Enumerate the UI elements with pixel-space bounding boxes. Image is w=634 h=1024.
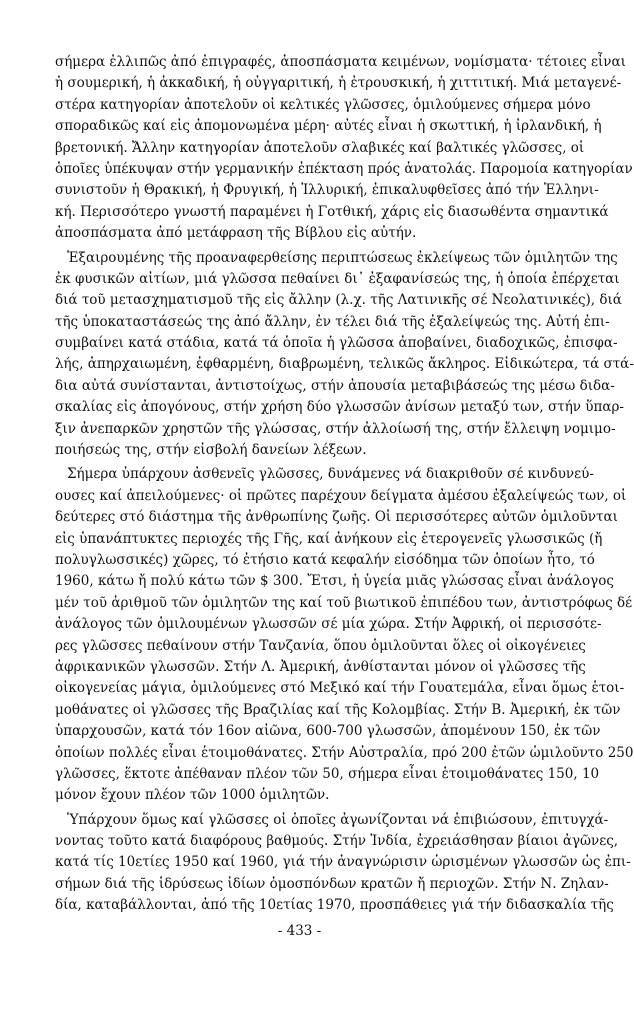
paragraph	[55, 52, 633, 245]
text-line: ὑπαρχουσῶν, κατά τόν 16ον αἰῶνα, 600-700 γλωσσῶν, ἀπομένουν 150, ἐκ τῶν	[55, 723, 601, 740]
text-line: σποραδικῶς καί εἰς ἀπομονωμένα μέρη· αὐτές εἶναι ἡ σκωττική, ἡ ἰρλανδική, ἡ	[55, 118, 602, 135]
text-line: οἰκογενείας μάγια, ὁμιλούμενες στό Μεξικό καί τήν Γουατεμάλα, εἶναι ὅμως ἑτοι-	[55, 680, 625, 697]
paragraph	[55, 810, 631, 917]
paragraph	[55, 248, 634, 462]
text-line: ουσες καί ἀπειλούμενες· οἱ πρῶτες παρέχουν δείγματα ἀμέσου ἐξαλείψεώς των, οἱ	[55, 487, 627, 504]
text-line: σκαλίας εἰς ἀπογόνους, στήν χρήση δύο γλωσσῶν ἀνίσων μεταξύ των, στήν ὕπαρ-	[55, 399, 624, 416]
text-line: δεύτερες στό διάστημα τῆς ἀνθρωπίνης ζωῆς. Οἱ περισσότερες αὐτῶν ὁμιλοῦνται	[55, 509, 618, 526]
text-line: συμβαίνει κατά στάδια, κατά τά ὁποῖα ἡ γλῶσσα ἀποβαίνει, διαδοχικῶς, ἐπισφα-	[55, 335, 618, 352]
text-line: βρετονική. Ἄλλην κατηγορίαν ἀποτελοῦν σλαβικές καί βαλτικές γλῶσσες, οἱ	[55, 139, 585, 156]
text-line: μέν τοῦ ἀριθμοῦ τῶν ὁμιλητῶν της καί τοῦ βιωτικοῦ ἐπιπέδου των, ἀντιστρόφως δέ	[55, 594, 633, 611]
text-line: δία, καταβάλλονται, ἀπό τῆς 10ετίας 1970, προσπάθειες γιά τήν διδασκαλία τῆς	[55, 897, 614, 914]
text-line: λής, ἀπηρχαιωμένη, ἐφθαρμένη, διαβρωμένη, τελικῶς ἄκληρος. Εἰδικώτερα, τά στά-	[55, 356, 634, 373]
text-line: ἀνάλογος τῶν ὁμιλουμένων γλωσσῶν σέ μία χώρα. Στήν Ἀφρική, οἱ περισσότε-	[55, 616, 602, 633]
text-line: στέρα κατηγορίαν ἀποτελοῦν οἱ κελτικές γλῶσσες, ὁμιλούμενες σήμερα μόνο	[55, 96, 591, 113]
text-line: σήμερα ἐλλιπῶς ἀπό ἐπιγραφές, ἀποσπάσματα κειμένων, νομίσματα· τέτοιες εἶναι	[55, 54, 626, 70]
text-line: ξιν ἀνεπαρκῶν χρηστῶν τῆς γλώσσας, στήν ἀλλοίωσή της, στήν ἔλλειψη νομιμο-	[55, 420, 616, 437]
text-line: Σήμερα ὑπάρχουν ἀσθενεῖς γλῶσσες, δυνάμενες νά διακριθοῦν σέ κινδυνεύ-	[67, 466, 594, 483]
text-line: δια αὐτά συνίστανται, ἀντιστοίχως, στήν ἀπουσία μεταβιβάσεώς της μέσω διδα-	[55, 377, 615, 394]
text-line: νοντας τοῦτο κατά διαφόρους βαθμούς. Στήν Ἰνδία, ἐχρειάσθησαν βίαιοι ἀγῶνες,	[55, 833, 619, 850]
text-line: σήμων διά τῆς ἱδρύσεως ἰδίων ὁμοσπόνδων κρατῶν ἤ περιοχῶν. Στήν Ν. Ζηλαν-	[55, 875, 609, 892]
text-line: διά τοῦ μετασχηματισμοῦ τῆς εἰς ἄλλην (λ.χ. τῆς Λατινικῆς σέ Νεολατινικές), διά	[55, 292, 622, 309]
text-line: κατά τίς 10ετίες 1950 καί 1960, γιά τήν ἀναγνώρισιν ὡρισμένων γλωσσῶν ὡς ἐπι-	[55, 854, 631, 871]
text-line: μόνον ἔχουν πλέον τῶν 1000 ὁμιλητῶν.	[55, 787, 330, 804]
text-line: κή. Περισσότερο γνωστή παραμένει ἡ Γοτθική, χάρις εἰς διασωθέντα σημαντικά	[55, 203, 609, 220]
page-number: - 433 -	[277, 923, 322, 939]
text-line: ἀφρικανικῶν γλωσσῶν. Στήν Λ. Ἀμερική, ἀνθίστανται μόνον οἱ γλῶσσες τῆς	[55, 658, 586, 675]
text-line: ρες γλῶσσες πεθαίνουν στήν Τανζανία, ὅπου ὁμιλοῦνται ὅλες οἱ οἰκογένειες	[55, 637, 586, 654]
text-line: ὁποῖες ὑπέκυψαν στήν γερμανικήν ἐπέκταση πρός ἀνατολάς. Παρομοία κατηγορίαν	[55, 160, 633, 177]
text-line: τῆς ὑποκαταστάσεώς της ἀπό ἄλλην, ἐν τέλει διά τῆς ἐξαλείψεώς της. Αὐτή ἐπι-	[55, 313, 610, 330]
text-line: ὁποίων πολλές εἶναι ἑτοιμοθάνατες. Στήν Αὐστραλία, πρό 200 ἐτῶν ὡμιλοῦντο 250	[55, 744, 634, 761]
book-page-text	[55, 52, 634, 917]
text-line: ἀποσπάσματα ἀπό μετάφραση τῆς Βίβλου εἰς αὐτήν.	[55, 225, 417, 242]
text-line: ἡ σουμερική, ἡ ἀκκαδική, ἡ οὐγγαριτική, ἡ ἐτρουσκική, ἡ χιττιτική. Μιά μεταγενέ-	[55, 75, 622, 92]
text-line: ἐκ φυσικῶν αἰτίων, μιά γλῶσσα πεθαίνει δι᾽ ἐξαφανίσεώς της, ἡ ὁποία ἐπέρχεται	[55, 270, 620, 287]
text-line: Ἐξαιρουμένης τῆς προαναφερθείσης περιπτώσεως ἐκλείψεως τῶν ὁμιλητῶν της	[67, 249, 618, 266]
text-line: 1960, κάτω ἤ πολύ κάτω τῶν $ 300. Ἔτσι, ἡ ὑγεία μιᾶς γλώσσας εἶναι ἀνάλογος	[55, 573, 614, 590]
text-line: μοθάνατες οἱ γλῶσσες τῆς Βραζιλίας καί τῆς Κολομβίας. Στήν Β. Ἀμερική, ἐκ τῶν	[55, 701, 621, 718]
text-line: γλῶσσες, ἕκτοτε ἀπέθαναν πλέον τῶν 50, σήμερα εἶναι ἑτοιμοθάνατες 150, 10	[55, 765, 600, 782]
paragraph	[55, 464, 634, 806]
text-line: συνιστοῦν ἡ Θρακική, ἡ Φρυγική, ἡ Ἰλλυρική, ἐπικαλυφθεῖσες ἀπό τήν Ἑλληνι-	[55, 182, 599, 199]
text-line: πολυγλωσσικές) χῶρες, τό ἐτήσιο κατά κεφαλήν εἰσόδημα τῶν ὁποίων ἦτο, τό	[55, 551, 595, 568]
text-line: εἰς ὑπανάπτυκτες περιοχές τῆς Γῆς, καί ἀνήκουν εἰς ἑτερογενεῖς γλωσσικῶς (ἤ	[55, 530, 603, 547]
text-line: ποιήσεώς της, στήν εἰσβολή δανείων λέξεων.	[55, 442, 367, 459]
text-line: Ὑπάρχουν ὅμως καί γλῶσσες οἱ ὁποῖες ἀγωνίζονται νά ἐπιβιώσουν, ἐπιτυγχά-	[67, 811, 609, 828]
